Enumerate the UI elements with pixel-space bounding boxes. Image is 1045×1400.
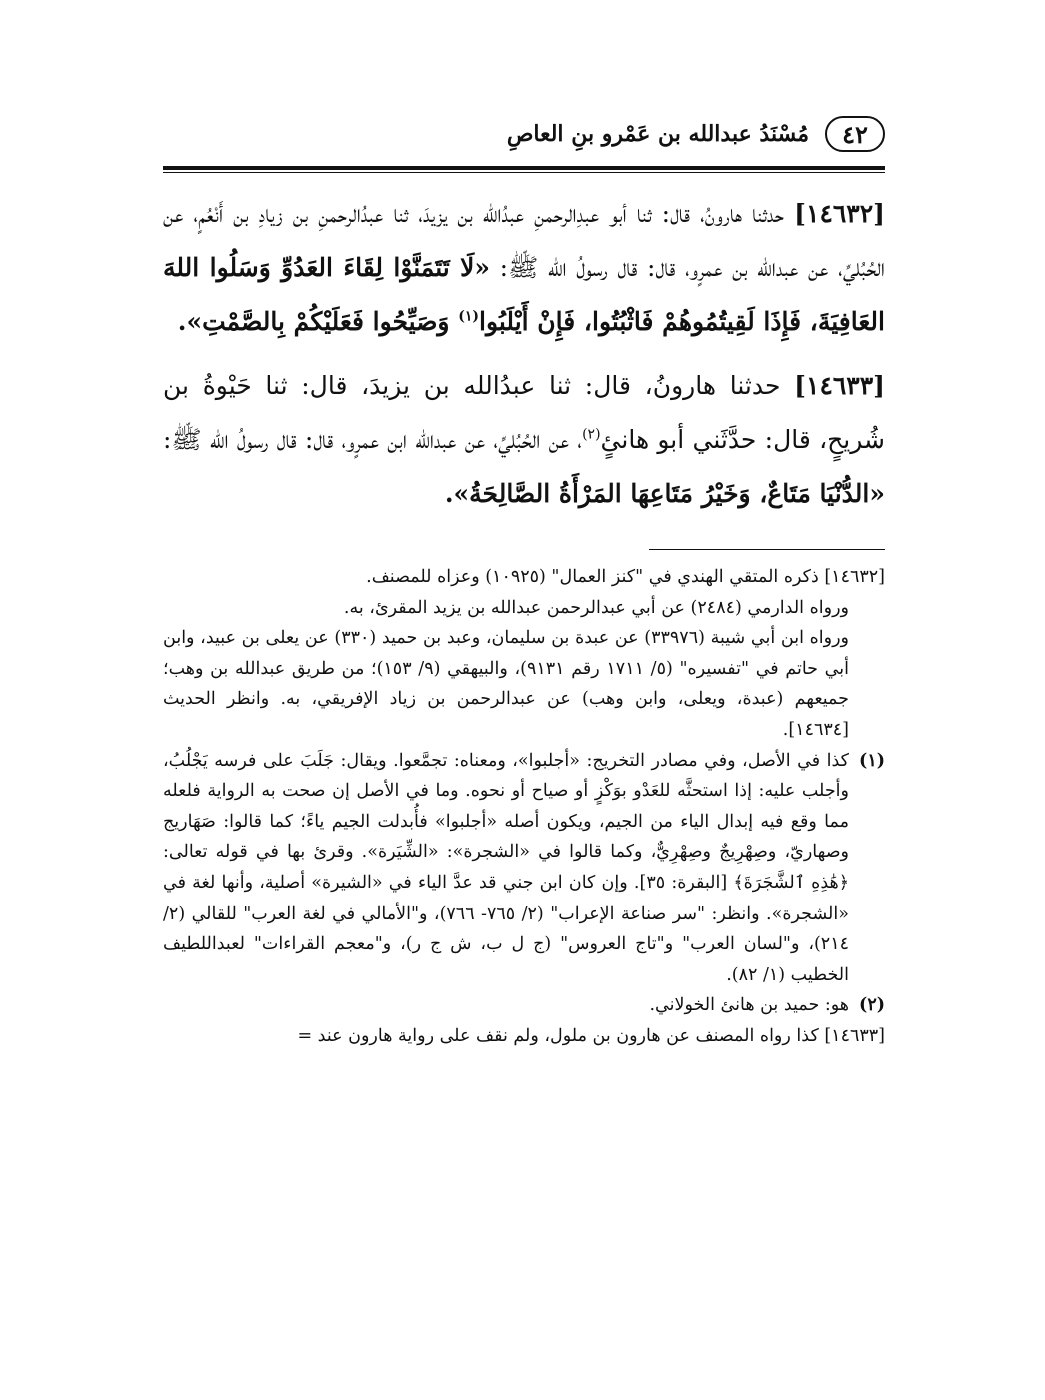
- hadith-14632: [163, 187, 885, 349]
- page: [163, 108, 885, 1052]
- page-header: [163, 108, 885, 160]
- footnote-number: (١): [859, 750, 885, 771]
- footnote-text: كذا في الأصل، وفي مصادر التخريج: «أجلبوا»، ومعناه: تجمَّعوا. ويقال: جَلَبَ على فرسه يَجْلُبُ، وأجلب عليه: إذا استحثَّه للعَدْو بوَكْزٍ أو صياح أو نحوه. وما في الأصل إن صحت به الرواية فلعله مما وقع فيه إبدال الياء من الجيم، ويكون أصله «أجلبوا» فأُبدلت الجيم ياءً؛ كما قالوا: صَهَاريج وصهاريّ، وصِهْرِيجٌ وصِهْرِيٌّ، وكما قالوا في «الشجرة»: «الشِّيَرة». وقرئ بها في قوله تعالى: ﴿هَٰذِهِ ٱلشَّجَرَةَ﴾ [البقرة: ٣٥]. وإن كان ابن جني قد عدَّ الياء في «الشيرة» أصلية، وأنها لغة في «الشجرة». وانظر: "سر صناعة الإعراب" (٢/ ٧٦٥- ٧٦٦)، و"الأمالي في لغة العرب" للقالي (٢/ ٢١٤)، و"لسان العرب" و"تاج العروس" (ج ل ب، ش ج ر)، و"معجم القراءات" لعبداللطيف الخطيب (١/ ٨٢).: [163, 750, 849, 985]
- hadith-matn-part1: «لَا تَتَمَنَّوْا لِقَاءَ العَدُوِّ وَسَلُوا اللهَ العَافِيَةَ، فَإِذَا لَقِيتُمُوهُمْ فَاثْبُتُوا، فَإِنْ أَيْلَبُوا: [163, 253, 885, 336]
- hadith-14633: [163, 359, 885, 521]
- takhrij-14632-line3: ورواه ابن أبي شيبة (٣٣٩٧٦) عن عبدة بن سليمان، وعبد بن حميد (٣٣٠) عن يعلى بن عبيد، وابن أبي حاتم في "تفسيره" (٥/ ١٧١١ رقم ٩١٣١)، والبيهقي (٩/ ١٥٣)؛ من طريق عبدالله بن وهب؛ جميعهم (عبدة، ويعلى، وابن وهب) عن عبدالرحمن بن زياد الإفريقي، به. وانظر الحديث [١٤٦٣٤].: [163, 628, 849, 740]
- footnotes: [163, 562, 885, 1052]
- hadith-isnad-part1: حدثنا هارونُ، قال: ثنا عبدُالله بن يزيدَ، قال: ثنا حَيْوةُ بن شُريحٍ، قال: حدَّثَني أبو هانئٍ: [163, 371, 885, 454]
- footnote-marker: (٢): [582, 426, 601, 443]
- footnote-text: هو: حميد بن هانئ الخولاني.: [649, 995, 849, 1016]
- page-number: ٤٢: [825, 116, 885, 152]
- footnote-marker: (١): [458, 308, 480, 325]
- hadith-isnad: حدثنا هارونُ، قال: ثنا أبو عبدِالرحمنِ عبدُالله بن يزيدَ، ثنا عبدُالرحمنِ بن زيادِ بن أَنْعُمٍ، عن الحُبُليِّ، عن عبدالله بن عمرٍو، قال: قال رسولُ الله ﷺ:: [163, 199, 885, 282]
- header-rule-thick: [163, 166, 885, 170]
- hadith-matn-part2: وَصَيِّحُوا فَعَلَيْكُمْ بِالصَّمْتِ».: [177, 307, 450, 336]
- footnote-number: (٢): [859, 995, 885, 1016]
- hadith-matn: «الدُّنْيَا مَتَاعٌ، وَخَيْرُ مَتَاعِهَا المَرْأَةُ الصَّالِحَةُ».: [444, 479, 885, 508]
- takhrij-14633-line1: [١٤٦٣٣] كذا رواه المصنف عن هارون بن ملول، ولم نقف على رواية هارون عند =: [297, 1025, 885, 1046]
- running-title: مُسْنَدُ عبدالله بن عَمْرو بنِ العاصِ: [506, 121, 809, 147]
- hadith-ref: [١٤٦٣٢]: [794, 199, 885, 228]
- takhrij-14632-line1: [١٤٦٣٢] ذكره المتقي الهندي في "كنز العمال" (١٠٩٢٥) وعزاه للمصنف.: [366, 567, 885, 587]
- footnote-2: [163, 990, 885, 1021]
- hadith-ref: [١٤٦٣٣]: [794, 371, 885, 400]
- header-rule-thin: [163, 172, 885, 173]
- takhrij-14632-line2: ورواه الدارمي (٢٤٨٤) عن أبي عبدالرحمن عبدالله بن يزيد المقرئ، به.: [343, 597, 849, 618]
- footnote-separator: [649, 549, 885, 550]
- main-text: [163, 187, 885, 521]
- footnote-1: [163, 746, 885, 991]
- hadith-isnad-part2: ، عن الحُبُليِّ، عن عبدالله ابن عمرٍو، قال: قال رسولُ الله ﷺ:: [163, 425, 583, 454]
